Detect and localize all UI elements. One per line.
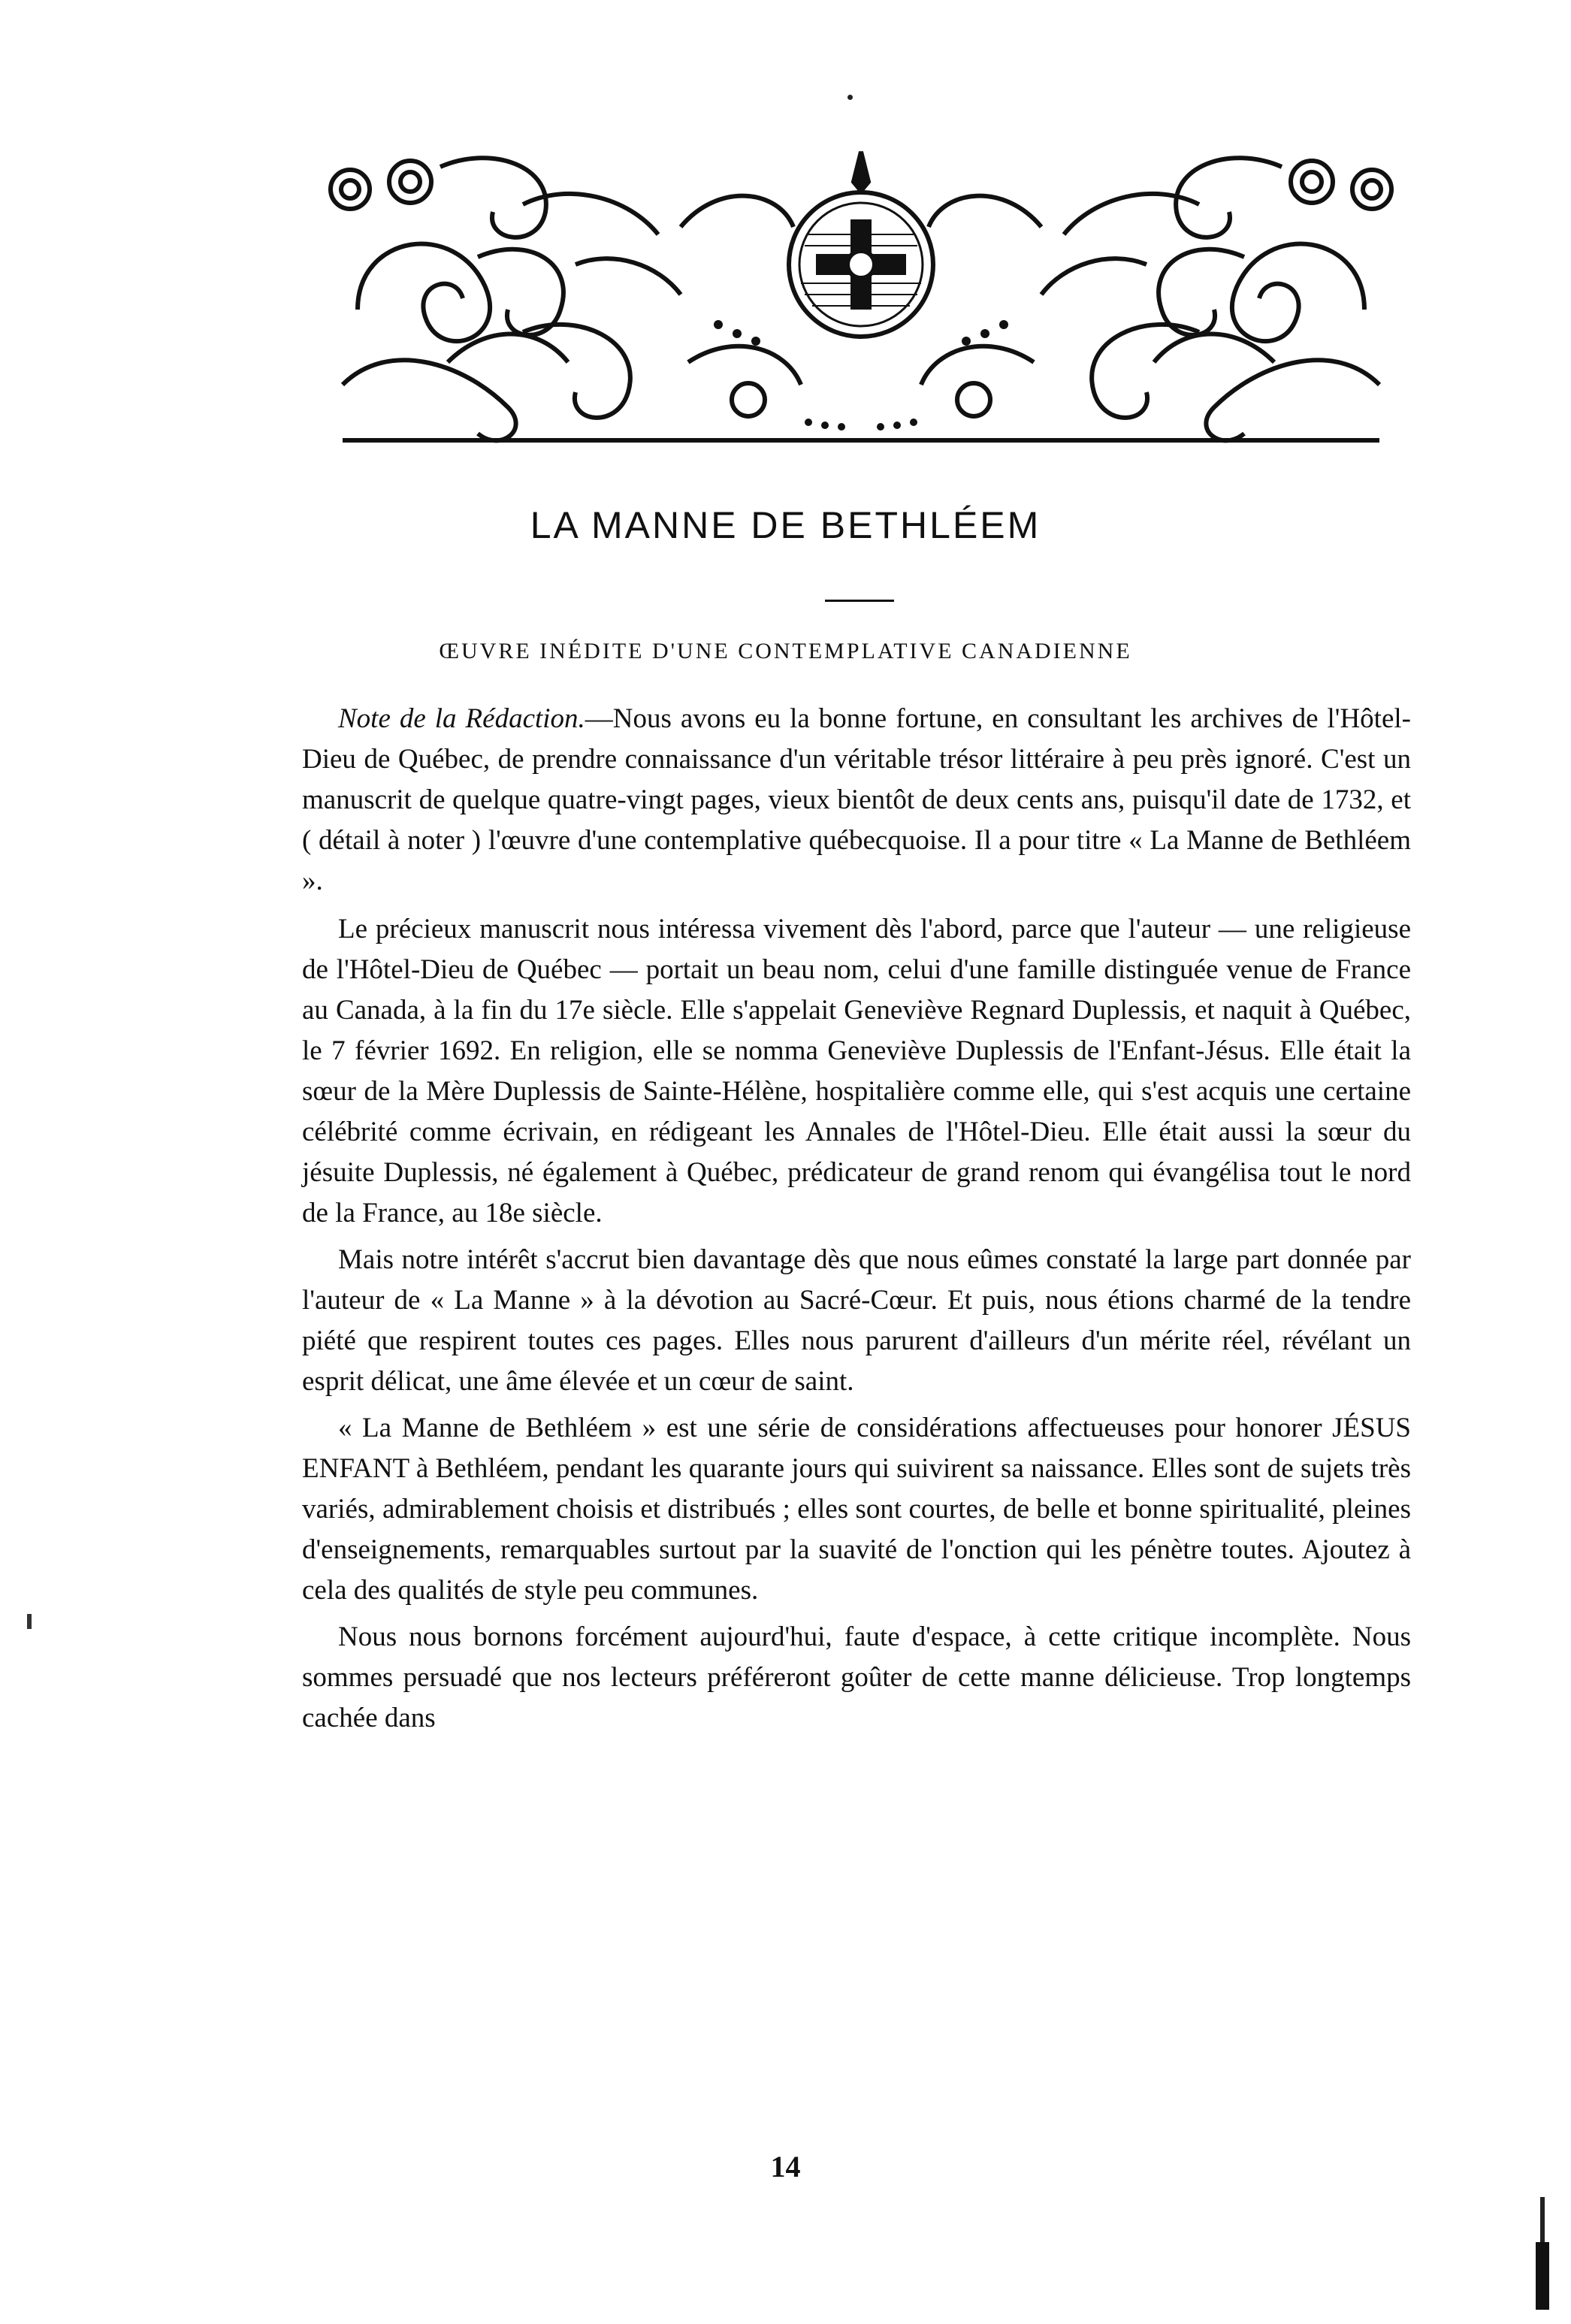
central-medallion (789, 152, 933, 337)
decorative-headpiece-ornament (328, 137, 1394, 464)
margin-mark (27, 1614, 32, 1629)
paragraph-note (302, 699, 1411, 902)
stray-dot (847, 95, 853, 100)
note-label: Note de la Rédaction. (338, 703, 585, 734)
right-volutes (1041, 158, 1391, 440)
page-edge-mark (1530, 2197, 1552, 2310)
paragraph-1: —Nous avons eu la bonne fortune, en consultant les archives de l'Hôtel-Dieu de Québec, de prendre connaissance d'un véritable trésor littéraire à peu près ignoré. C'est un manuscrit de quelque quatre-vingt pages, vieux bientôt de deux cents ans, puisqu'il date de 1732, et ( détail à noter ) l'œuvre d'une contemplative québecquoise. Il a pour titre « La Manne de Bethléem ». (302, 703, 1411, 896)
article-body (302, 699, 1411, 1739)
article-subtitle: ŒUVRE INÉDITE D'UNE CONTEMPLATIVE CANADIENNE (439, 639, 1132, 663)
page-number: 14 (770, 2150, 801, 2183)
title-divider (825, 600, 894, 602)
paragraph-3: Mais notre intérêt s'accrut bien davantage dès que nous eûmes constaté la large part donnée par l'auteur de « La Manne » à la dévotion au Sacré-Cœur. Et puis, nous étions charmé de la tendre piété que respirent toutes ces pages. Elles nous parurent d'ailleurs d'un mérite réel, révélant un esprit délicat, une âme élevée et un cœur de saint. (302, 1244, 1411, 1397)
paragraph-4: « La Manne de Bethléem » est une série de considérations affectueuses pour honorer JÉSUS ENFANT à Bethléem, pendant les quarante jours qui suivirent sa naissance. Elles sont de sujets très variés, admirablement choisis et distribués ; elles sont courtes, de belle et bonne spiritualité, pleines d'enseignements, remarquables surtout par la suavité de l'onction qui les pénètre toutes. Ajoutez à cela des qualités de style peu communes. (302, 1413, 1411, 1606)
article-title: LA MANNE DE BETHLÉEM (530, 504, 1041, 546)
left-volutes (331, 158, 681, 440)
paragraph-5: Nous nous bornons forcément aujourd'hui, faute d'espace, à cette critique incomplète. Nous sommes persuadé que nos lecteurs préféreront goûter de cette manne délicieuse. Trop longtemps cachée dans (302, 1621, 1411, 1733)
paragraph-2: Le précieux manuscrit nous intéressa vivement dès l'abord, parce que l'auteur — une religieuse de l'Hôtel-Dieu de Québec — portait un beau nom, celui d'une famille distinguée venue de France au Canada, à la fin du 17e siècle. Elle s'appelait Geneviève Regnard Duplessis, et naquit à Québec, le 7 février 1692. En religion, elle se nomma Geneviève Duplessis de l'Enfant-Jésus. Elle était la sœur de la Mère Duplessis de Sainte-Hélène, hospitalière comme elle, qui s'est acquis une certaine célébrité comme écrivain, en rédigeant les Annales de l'Hôtel-Dieu. Elle était aussi la sœur du jésuite Duplessis, né également à Québec, prédicateur de grand renom qui évangélisa tout le nord de la France, au 18e siècle. (302, 914, 1411, 1228)
